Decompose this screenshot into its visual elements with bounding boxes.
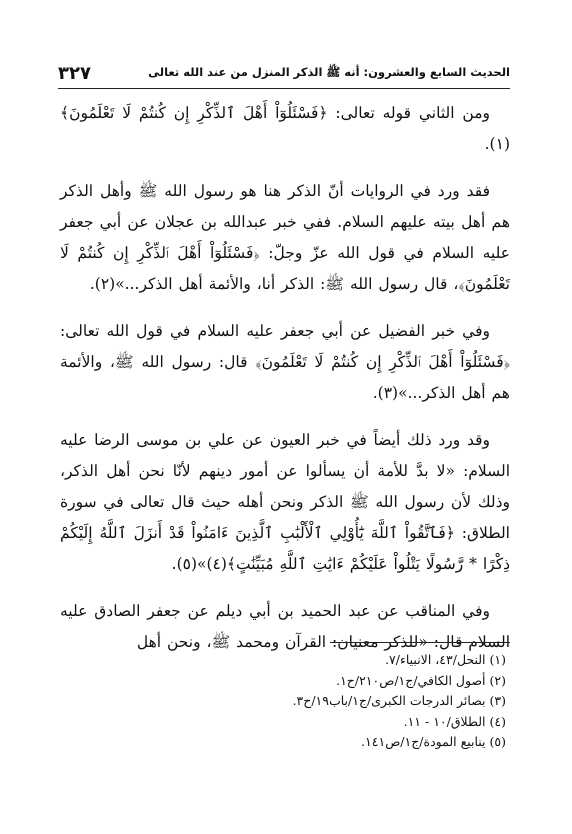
footnotes — [60, 650, 510, 753]
footnote-rule — [330, 642, 510, 643]
footnote-5: (٥) ينابيع المودة/ج١/ص١٤١. — [361, 734, 506, 749]
paragraph-5: وفي المناقب عن عبد الحميد بن أبي ديلم عن جعفر الصادق عليه السلام قال: «للذكر معنيان: القرآن ومحمد ﷺ، ونحن أهل — [60, 602, 510, 651]
footnote-1: (١) النحل/٤٣، الانبياء/٧. — [385, 652, 506, 667]
running-title: الحديث السابع والعشرون: أنه ﷺ الذكر المنزل من عند الله تعالى — [148, 64, 510, 79]
footnote-2: (٢) أصول الكافي/ج١/ص٢١٠/ح١. — [336, 672, 506, 688]
footnote-3: (٣) بصائر الدرجات الكبرى/ج١/باب١٩/ح٣. — [292, 693, 506, 708]
paragraph-4: وقد ورد ذلك أيضاً في خبر العيون عن علي بن موسى الرضا عليه السلام: «لا بدَّ للأمة أن يسألوا عن أمور دينهم لأنّا نحن أهل الذكر، وذلك لأن رسول الله ﷺ الذكر ونحن أهله حيث قال تعالى في سورة الطلاق: ﴿فَٱتَّقُواْ ٱللَّهَ يَٰٓأُوْلِي ٱلْأَلْبَٰبِ ٱلَّذِينَ ءَامَنُواْ قَدْ أَنزَلَ ٱللَّهُ إِلَيْكُمْ ذِكْرًا * رَّسُولًا يَتْلُواْ عَلَيْكُمْ ءَايَٰتِ ٱللَّهِ مُبَيِّنَٰتٍ﴾(٤)»(٥). — [60, 431, 510, 573]
paragraph-2: فقد ورد في الروايات أنّ الذكر هنا هو رسول الله ﷺ وأهل الذكر هم أهل بيته عليهم السلام. ففي خبر عبدالله بن عجلان عن أبي جعفر عليه السلام في قول الله عزّ وجلّ: ﴿فَسْئَلُوٓاْ أَهْلَ ٱلذِّكْرِ إِن كُنتُمْ لَا تَعْلَمُونَ﴾، قال رسول الله ﷺ: الذكر أنا، والأئمة أهل الذكر...»(٢). — [60, 182, 510, 293]
paragraph-1: ومن الثاني قوله تعالى: ﴿فَسْئَلُوٓاْ أَهْلَ ٱلذِّكْرِ إِن كُنتُمْ لَا تَعْلَمُونَ﴾(١). — [60, 104, 510, 153]
footnote-4: (٤) الطلاق/١٠ - ١١. — [403, 713, 506, 729]
running-header — [58, 58, 510, 88]
header-rule — [58, 88, 510, 89]
main-text — [60, 98, 510, 674]
page-number: ٣٢٧ — [58, 62, 91, 84]
paragraph-3: وفي خبر الفضيل عن أبي جعفر عليه السلام في قول الله تعالى: ﴿فَسْئَلُوٓاْ أَهْلَ ٱلذِّكْرِ إِن كُنتُمْ لَا تَعْلَمُونَ﴾ قال: رسول الله ﷺ، والأئمة هم أهل الذكر...»(٣). — [60, 322, 510, 402]
